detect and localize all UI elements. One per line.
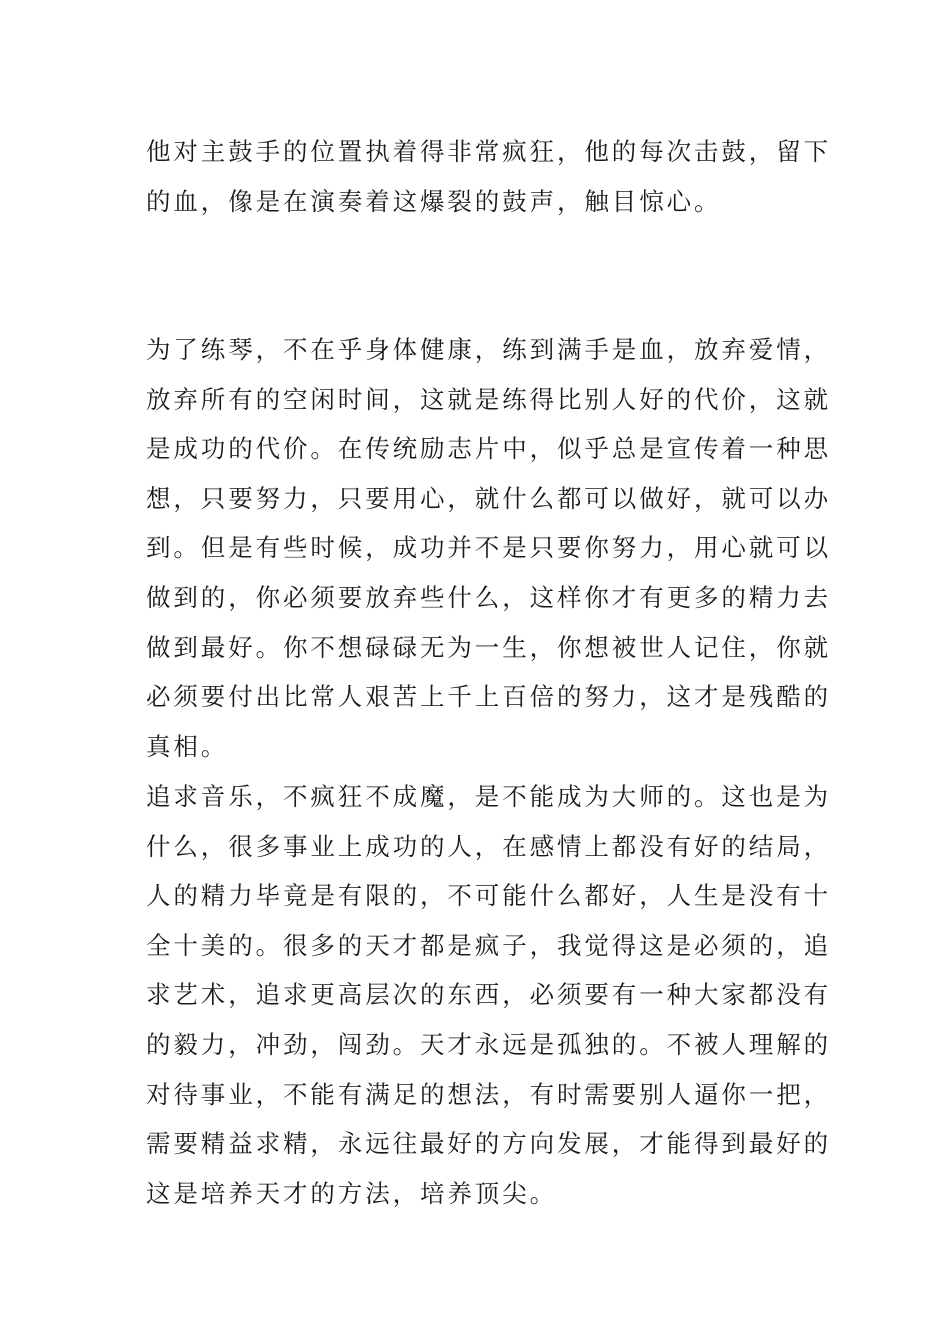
paragraph-line: 为了练琴，不在乎身体健康，练到满手是血，放弃爱情，	[146, 335, 831, 364]
paragraph-line: 人的精力毕竟是有限的，不可能什么都好，人生是没有十	[146, 881, 831, 911]
paragraph-line: 真相。	[146, 731, 229, 761]
paragraph-line: 放弃所有的空闲时间，这就是练得比别人好的代价，这就	[146, 384, 831, 414]
paragraph-line: 求艺术，追求更高层次的东西，必须要有一种大家都没有	[146, 980, 831, 1010]
paragraph-line: 的毅力，冲劲，闯劲。天才永远是孤独的。不被人理解的	[146, 1029, 831, 1059]
paragraph-line: 必须要付出比常人艰苦上千上百倍的努力，这才是残酷的	[146, 682, 831, 712]
paragraph-line: 这是培养天才的方法，培养顶尖。	[146, 1178, 557, 1208]
paragraph-line: 什么，很多事业上成功的人，在感情上都没有好的结局，	[146, 831, 831, 861]
paragraph-line: 需要精益求精，永远往最好的方向发展，才能得到最好的	[146, 1129, 831, 1159]
paragraph-line: 全十美的。很多的天才都是疯子，我觉得这是必须的，追	[146, 930, 831, 960]
paragraph-line: 到。但是有些时候，成功并不是只要你努力，用心就可以	[146, 533, 831, 563]
paragraph-line: 是成功的代价。在传统励志片中，似乎总是宣传着一种思	[146, 434, 831, 464]
paragraph-line: 做到最好。你不想碌碌无为一生，你想被世人记住，你就	[146, 632, 831, 662]
paragraph-line: 对待事业，不能有满足的想法，有时需要别人逼你一把，	[146, 1079, 831, 1109]
paragraph-line: 追求音乐，不疯狂不成魔，是不能成为大师的。这也是为	[146, 782, 831, 811]
paragraph-line: 做到的，你必须要放弃些什么，这样你才有更多的精力去	[146, 582, 831, 612]
paragraph-line: 想，只要努力，只要用心，就什么都可以做好，就可以办	[146, 483, 831, 513]
paragraph-3	[146, 772, 831, 1218]
paragraph-1	[146, 127, 831, 226]
paragraph-line: 的血，像是在演奏着这爆裂的鼓声，触目惊心。	[146, 186, 722, 216]
paragraph-2	[146, 325, 831, 771]
paragraph-line: 他对主鼓手的位置执着得非常疯狂，他的每次击鼓，留下	[146, 137, 831, 166]
